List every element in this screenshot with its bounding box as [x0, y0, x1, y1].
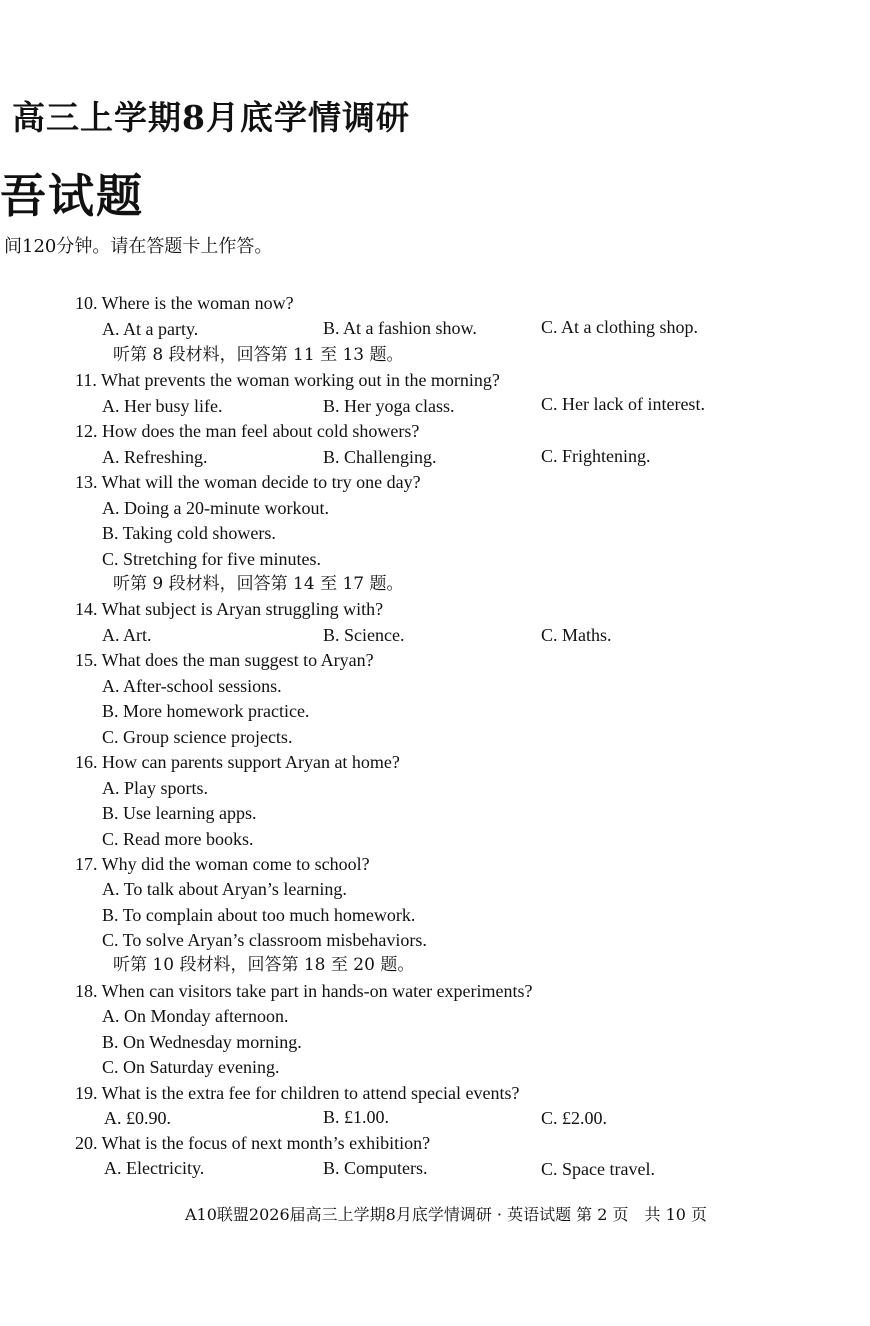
question-11: 11. What prevents the woman working out in the morning? — [75, 370, 500, 390]
option-17-a: A. To talk about Aryan’s learning. — [102, 879, 347, 899]
option-20-b: B. Computers. — [323, 1158, 428, 1178]
question-19: 19. What is the extra fee for children to attend special events? — [75, 1083, 520, 1103]
option-16-a: A. Play sports. — [102, 778, 209, 798]
subject-title: 吾试题 — [0, 169, 144, 223]
option-12-b: B. Challenging. — [323, 447, 437, 467]
question-20: 20. What is the focus of next month’s exhibition? — [75, 1133, 431, 1153]
option-12-a: A. Refreshing. — [102, 447, 208, 467]
option-16-b: B. Use learning apps. — [102, 803, 257, 823]
option-13-a: A. Doing a 20-minute workout. — [102, 498, 329, 518]
option-15-a: A. After-school sessions. — [102, 676, 282, 696]
question-15: 15. What does the man suggest to Aryan? — [75, 650, 374, 670]
option-16-c: C. Read more books. — [102, 829, 254, 849]
option-11-c: C. Her lack of interest. — [541, 394, 705, 414]
option-10-c: C. At a clothing shop. — [541, 317, 698, 337]
option-13-b: B. Taking cold showers. — [102, 523, 276, 543]
option-10-b: B. At a fashion show. — [323, 318, 477, 338]
option-19-b: B. £1.00. — [323, 1107, 390, 1127]
option-14-a: A. Art. — [102, 625, 152, 645]
option-10-a: A. At a party. — [102, 319, 199, 339]
option-19-a: A. £0.90. — [104, 1108, 171, 1128]
option-19-c: C. £2.00. — [541, 1108, 608, 1128]
section-instruction-9: 听第 9 段材料，回答第 14 至 17 题。 — [113, 574, 404, 594]
option-11-b: B. Her yoga class. — [323, 396, 455, 416]
option-17-b: B. To complain about too much homework. — [102, 905, 416, 925]
question-10: 10. Where is the woman now? — [75, 293, 294, 313]
option-18-b: B. On Wednesday morning. — [102, 1032, 302, 1052]
question-18: 18. When can visitors take part in hands-on water experiments? — [75, 981, 533, 1001]
question-12: 12. How does the man feel about cold showers? — [75, 421, 420, 441]
question-13: 13. What will the woman decide to try one day? — [75, 472, 421, 492]
option-14-b: B. Science. — [323, 625, 405, 645]
option-15-b: B. More homework practice. — [102, 701, 310, 721]
option-20-c: C. Space travel. — [541, 1159, 655, 1179]
option-18-c: C. On Saturday evening. — [102, 1057, 280, 1077]
page-footer: A10联盟2026届高三上学期8月底学情调研 · 英语试题 第 2 页 共 10 页 — [185, 1205, 708, 1224]
option-18-a: A. On Monday afternoon. — [102, 1006, 289, 1026]
option-17-c: C. To solve Aryan’s classroom misbehaviors. — [102, 930, 427, 950]
option-13-c: C. Stretching for five minutes. — [102, 549, 321, 569]
option-12-c: C. Frightening. — [541, 446, 651, 466]
section-instruction-8: 听第 8 段材料，回答第 11 至 13 题。 — [113, 345, 404, 365]
option-11-a: A. Her busy life. — [102, 396, 223, 416]
section-instruction-10: 听第 10 段材料，回答第 18 至 20 题。 — [113, 955, 415, 975]
question-16: 16. How can parents support Aryan at home? — [75, 752, 400, 772]
question-14: 14. What subject is Aryan struggling with? — [75, 599, 384, 619]
option-15-c: C. Group science projects. — [102, 727, 293, 747]
exam-instructions: 间120分钟。请在答题卡上作答。 — [4, 236, 273, 257]
option-20-a: A. Electricity. — [104, 1158, 205, 1178]
option-14-c: C. Maths. — [541, 625, 612, 645]
question-17: 17. Why did the woman come to school? — [75, 854, 370, 874]
exam-title: 高三上学期8月底学情调研 — [12, 98, 410, 137]
